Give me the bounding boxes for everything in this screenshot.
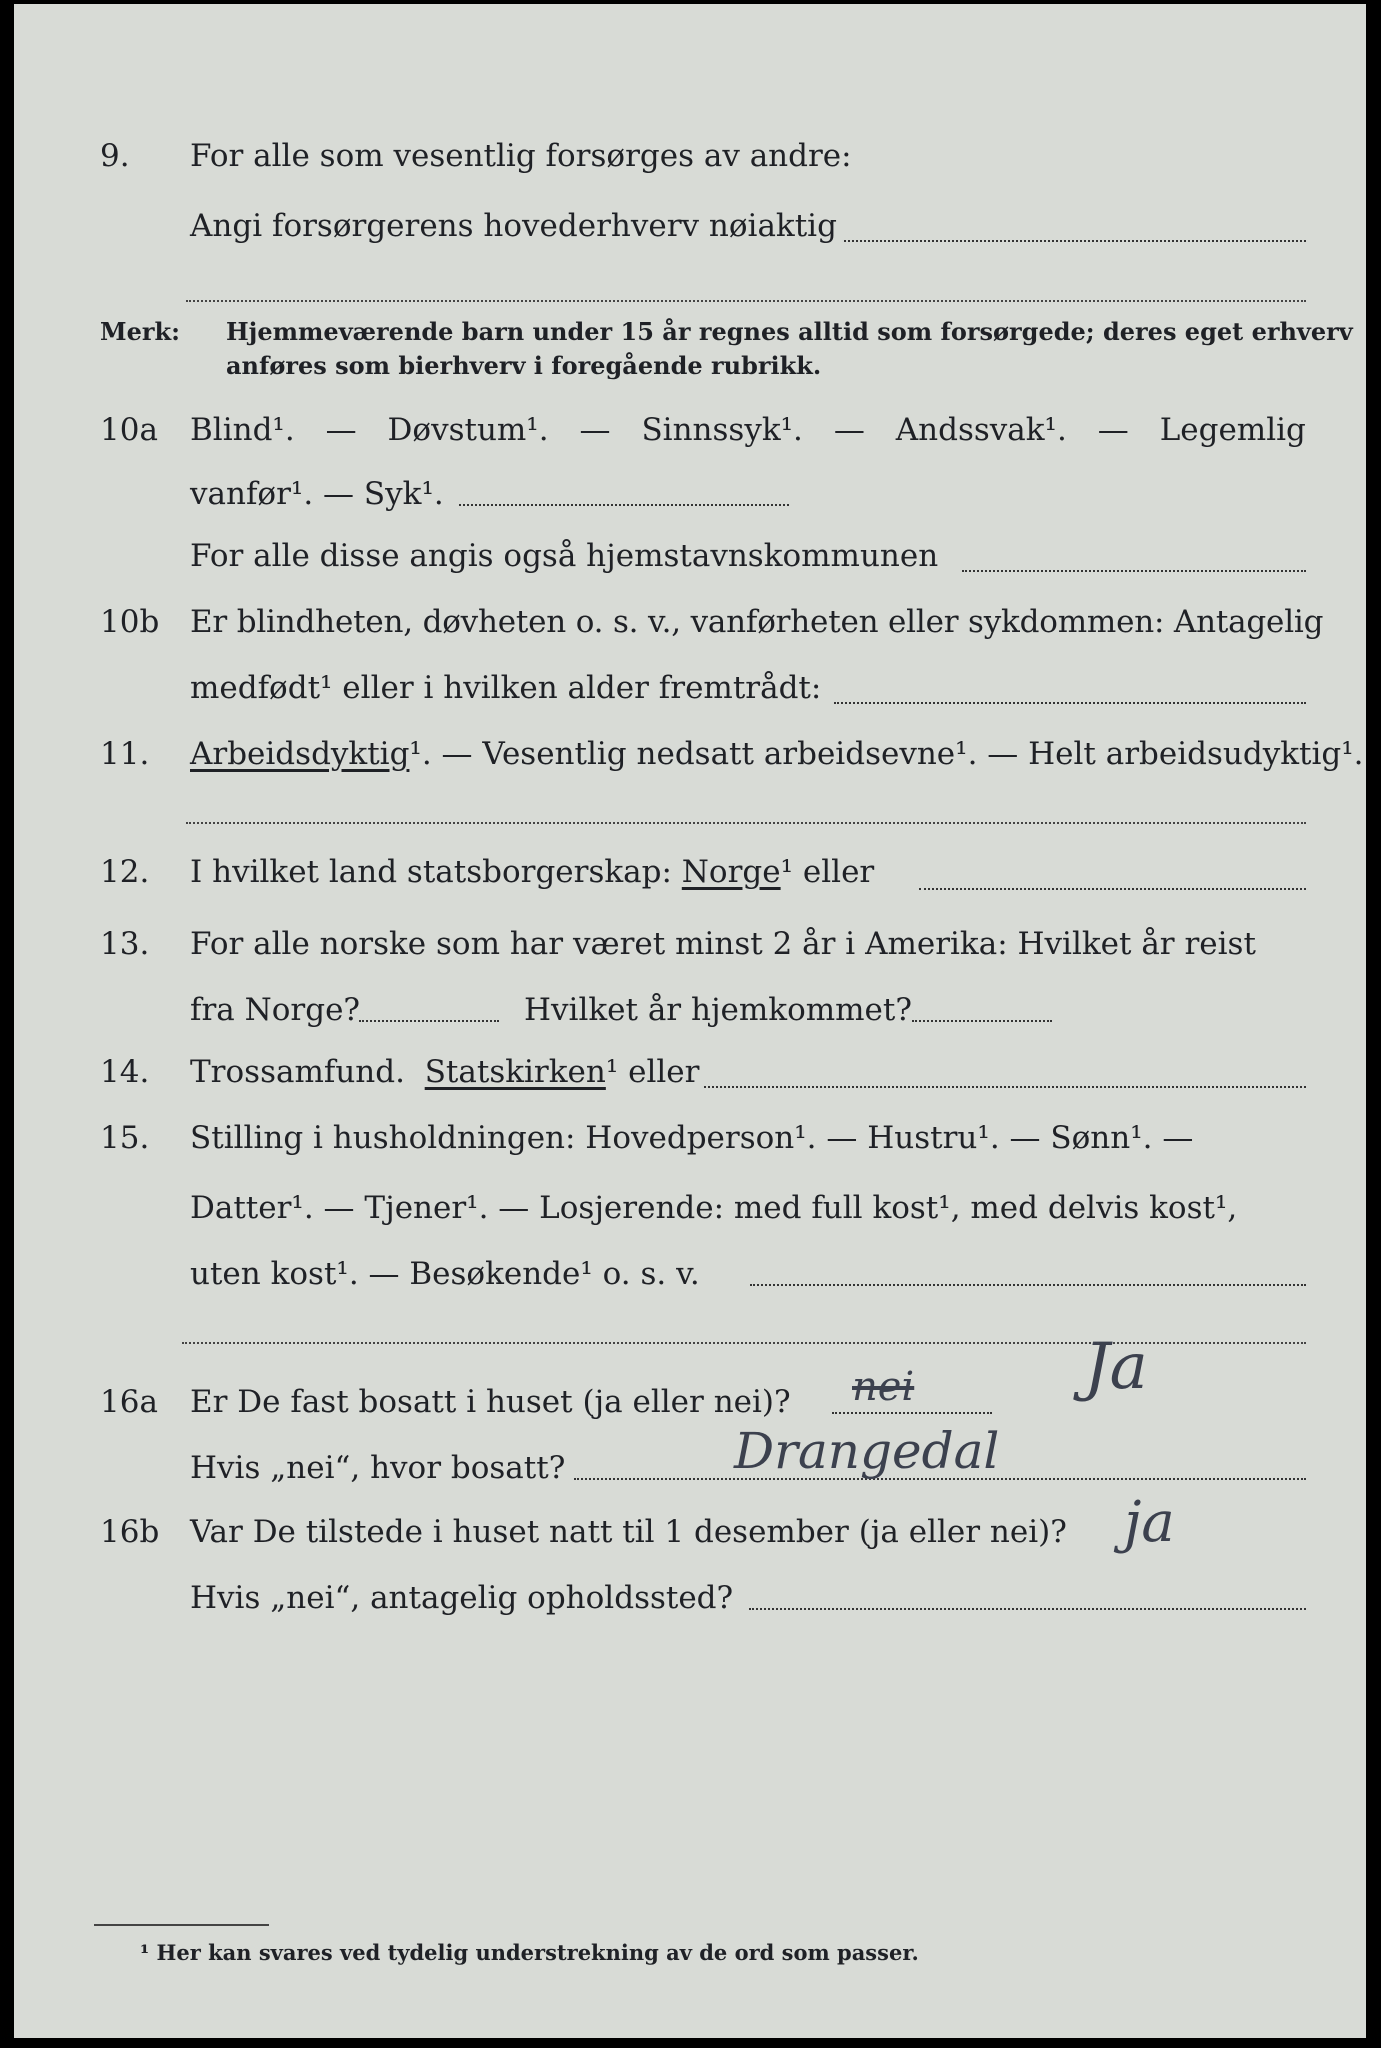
q13-hjemkommet-line[interactable] (912, 1020, 1052, 1022)
q10a-word: Døvstum¹. (387, 412, 549, 448)
q10a-word: — (1097, 412, 1129, 448)
q9-line2: Angi forsørgerens hovederhverv nøiaktig (190, 208, 837, 244)
q14-pre: Trossamfund. (190, 1054, 405, 1090)
q9-answer-line[interactable] (844, 240, 1306, 242)
q13-number: 13. (100, 926, 150, 962)
q16a-answer-line[interactable] (832, 1412, 992, 1414)
q12-number: 12. (100, 854, 150, 890)
census-form-page (14, 4, 1366, 2038)
q16a-handwritten-answer: Ja (1084, 1330, 1148, 1404)
q10b-number: 10b (100, 604, 160, 640)
q12-underlined-option: Norge (681, 854, 781, 890)
q10a-number: 10a (100, 412, 158, 448)
q12-post: ¹ eller (780, 854, 875, 890)
q12-pre: I hvilket land statsborgerskap: (190, 854, 672, 890)
q14-post: ¹ eller (605, 1054, 700, 1090)
q10a-word: Blind¹. (190, 412, 295, 448)
q11-line (190, 734, 1364, 774)
q9-answer-line-2[interactable] (186, 300, 1306, 302)
q16a-number: 16a (100, 1384, 158, 1420)
q16b-handwritten-answer: ja (1124, 1490, 1175, 1555)
q16a-line2: Hvis „nei“, hvor bosatt? (190, 1450, 566, 1486)
q10a-kommune-line[interactable] (962, 570, 1306, 572)
q10b-line2: medfødt¹ eller i hvilken alder fremtrådt: (190, 670, 822, 706)
q15-line1: Stilling i husholdningen: Hovedperson¹. — Hustru¹. — Sønn¹. — (190, 1120, 1194, 1156)
q13-line2a: fra Norge? (190, 992, 361, 1028)
q15-number: 15. (100, 1120, 150, 1156)
q12-answer-line[interactable] (919, 888, 1306, 890)
merk-line2: anføres som bierhverv i foregående rubrikk. (226, 351, 822, 380)
merk-line1: Hjemmeværende barn under 15 år regnes alltid som forsørgede; deres eget erhverv (226, 317, 1353, 346)
q11-number: 11. (100, 736, 150, 772)
q15-answer-line[interactable] (750, 1284, 1306, 1286)
q13-line2b: Hvilket år hjemkommet? (524, 992, 912, 1028)
q14-answer-line[interactable] (704, 1086, 1306, 1088)
q13-line1: For alle norske som har været minst 2 år i Amerika: Hvilket år reist (190, 926, 1256, 962)
q9-line1: For alle som vesentlig forsørges av andre: (190, 138, 852, 174)
q10a-word: — (579, 412, 611, 448)
q14-line (190, 1052, 699, 1092)
q10a-word: — (833, 412, 865, 448)
footnote-rule (94, 1924, 269, 1926)
q10a-word: Sinnssyk¹. (641, 412, 803, 448)
q10a-line3: For alle disse angis også hjemstavnskommunen (190, 538, 939, 574)
q13-reist-line[interactable] (359, 1020, 499, 1022)
q15-line3: uten kost¹. — Besøkende¹ o. s. v. (190, 1256, 700, 1292)
q10a-line2: vanfør¹. — Syk¹. (190, 476, 444, 512)
q15-line2: Datter¹. — Tjener¹. — Losjerende: med full kost¹, med delvis kost¹, (190, 1190, 1238, 1226)
q10a-line1 (190, 410, 1306, 450)
q16a-handwritten-place: Drangedal (734, 1422, 1000, 1480)
q10a-word: — (325, 412, 357, 448)
merk-label: Merk: (100, 317, 180, 346)
q10a-answer-line[interactable] (459, 504, 789, 506)
q16a-line1: Er De fast bosatt i huset (ja eller nei)? (190, 1384, 791, 1420)
q10a-word: Legemlig (1159, 412, 1306, 448)
q16a-struck-answer: nei (852, 1364, 915, 1410)
q10a-word: Andssvak¹. (895, 412, 1067, 448)
q16b-answer-line[interactable] (749, 1608, 1306, 1610)
q14-underlined-option: Statskirken (424, 1054, 606, 1090)
q11-underlined-option: Arbeidsdyktig (190, 736, 410, 772)
q11-answer-line[interactable] (186, 822, 1306, 824)
q12-line (190, 852, 874, 892)
q10b-line1: Er blindheten, døvheten o. s. v., vanførheten eller sykdommen: Antagelig (190, 604, 1324, 640)
q10b-answer-line[interactable] (834, 702, 1306, 704)
q16b-line2: Hvis „nei“, antagelig opholdssted? (190, 1580, 734, 1616)
q16b-number: 16b (100, 1514, 160, 1550)
q16b-line1: Var De tilstede i huset natt til 1 desember (ja eller nei)? (190, 1514, 1067, 1550)
footnote: ¹ Her kan svares ved tydelig understrekning av de ord som passer. (140, 1940, 919, 1965)
q9-number: 9. (100, 138, 130, 174)
q11-rest: ¹. — Vesentlig nedsatt arbeidsevne¹. — Helt arbeidsudyktig¹. (409, 736, 1364, 772)
q14-number: 14. (100, 1054, 150, 1090)
